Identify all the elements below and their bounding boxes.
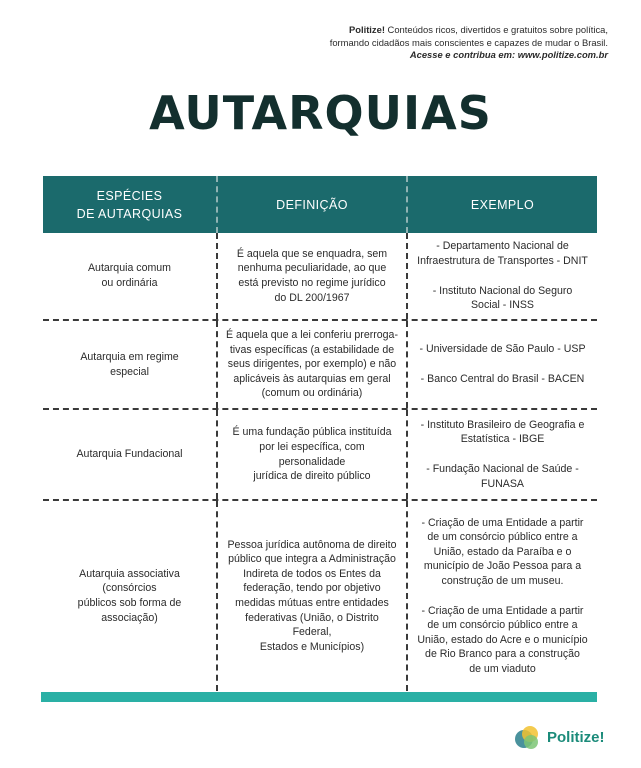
examples-cell xyxy=(406,233,597,319)
header-tagline: Conteúdos ricos, divertidos e gratuitos sobre política, xyxy=(384,24,608,35)
header-definition: DEFINIÇÃO xyxy=(216,176,406,233)
example-item: - Fundação Nacional de Saúde - FUNASA xyxy=(426,463,579,490)
example-item: - Criação de uma Entidade a partir de um consórcio público entre a União, estado do Acre e o município de Rio Branco para a construção de um viaduto xyxy=(417,604,588,675)
definition-cell: É uma fundação pública instituída por lei específica, com personalidade jurídica de direito público xyxy=(216,410,406,499)
examples-cell xyxy=(406,410,597,499)
definition-cell: É aquela que se enquadra, sem nenhuma peculiaridade, ao que está previsto no regime jurídico do DL 200/1967 xyxy=(216,233,406,319)
definition-cell: Pessoa jurídica autônoma de direito público que integra a Administração Indireta de todos os Entes da federação, tendo por objetivo medidas mútuas entre entidades federativas (União, o Distrito Federal, Estados e Municípios) xyxy=(216,501,406,691)
example-item: - Departamento Nacional de Infraestrutura de Transportes - DNIT xyxy=(417,240,588,267)
logo-text: Politize! xyxy=(547,728,605,746)
example-item: - Criação de uma Entidade a partir de um consórcio público entre a União, estado da Paraíba e o município de João Pessoa para a construção de um museu. xyxy=(421,516,584,587)
autarquias-table xyxy=(43,176,597,691)
header-example: EXEMPLO xyxy=(406,176,597,233)
table-header xyxy=(43,176,597,233)
species-cell: Autarquia associativa (consórcios públicos sob forma de associação) xyxy=(77,567,182,624)
table-row xyxy=(43,233,597,321)
example-item: - Universidade de São Paulo - USP xyxy=(419,343,586,356)
page-title: AUTARQUIAS xyxy=(149,86,492,140)
example-item: - Banco Central do Brasil - BACEN xyxy=(420,373,585,385)
species-cell: Autarquia Fundacional xyxy=(76,448,183,461)
table-row xyxy=(43,501,597,691)
table-row xyxy=(43,410,597,501)
definition-cell: É aquela que a lei conferiu prerroga- tivas específicas (a estabilidade de seus dirigentes, por exemplo) e não aplicáveis às autarquias em geral (comum ou ordinária) xyxy=(216,321,406,408)
species-cell: Autarquia em regime especial xyxy=(80,350,179,378)
header-species: ESPÉCIES DE AUTARQUIAS xyxy=(76,188,183,221)
brand-name: Politize! xyxy=(349,24,385,35)
species-cell: Autarquia comum ou ordinária xyxy=(87,262,172,289)
politize-logo[interactable] xyxy=(513,724,605,750)
example-item: - Instituto Brasileiro de Geografia e Estatística - IBGE xyxy=(420,418,585,446)
header-cta: Acesse e contribua em: www.politize.com.br xyxy=(409,49,608,60)
example-item: - Instituto Nacional do Seguro Social - INSS xyxy=(432,284,573,312)
header-tagline-2: formando cidadãos mais conscientes e capazes de mudar o Brasil. xyxy=(329,36,608,48)
examples-cell xyxy=(406,321,597,408)
footer-accent-bar xyxy=(41,692,597,702)
politize-logo-icon xyxy=(513,724,541,750)
examples-cell xyxy=(406,501,597,691)
header-note xyxy=(208,24,608,62)
table-row xyxy=(43,321,597,410)
